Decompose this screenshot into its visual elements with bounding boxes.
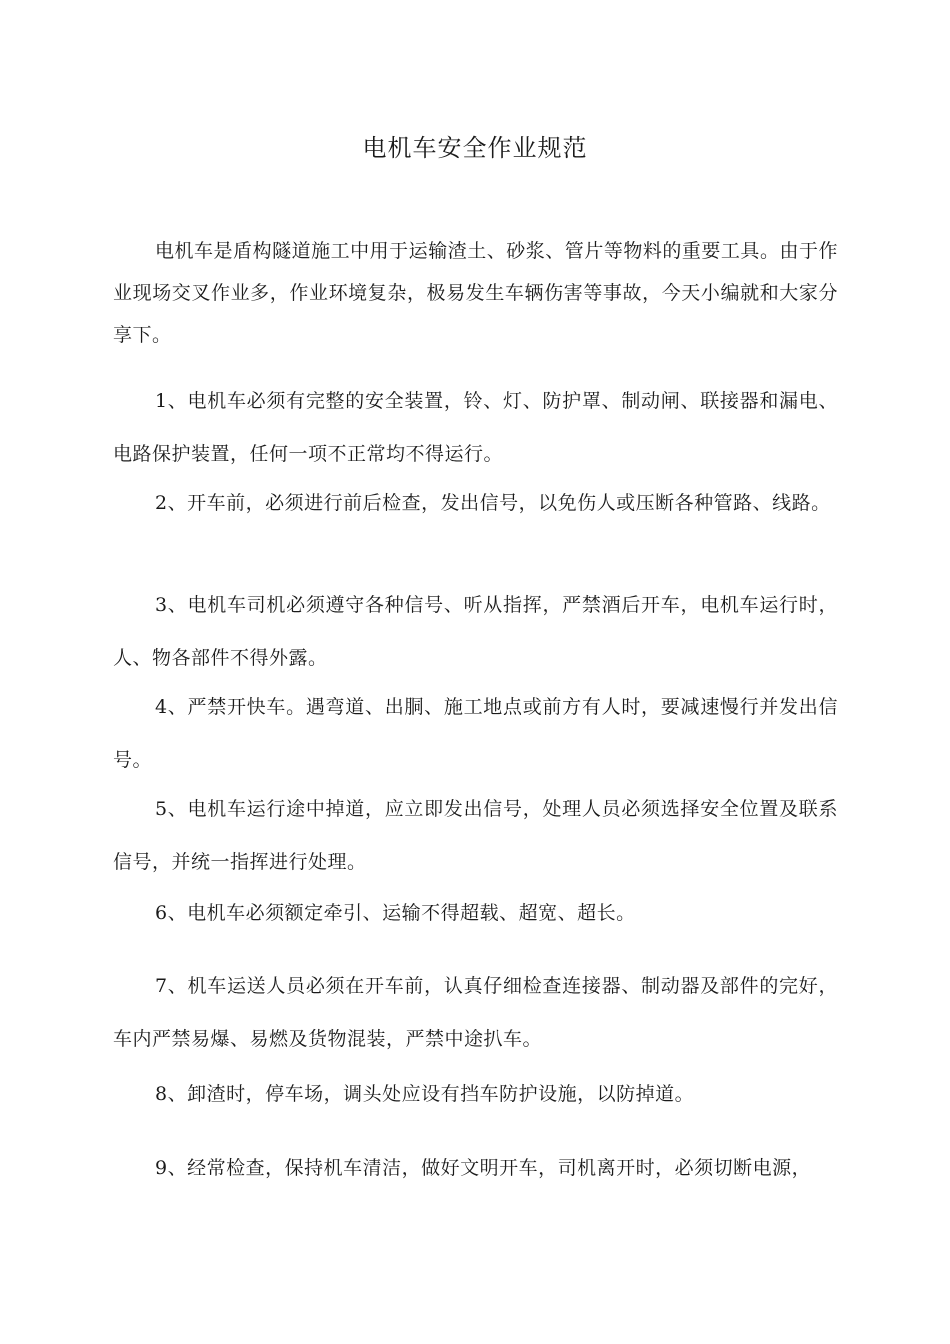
rule-item-7: 7、机车运送人员必须在开车前，认真仔细检查连接器、制动器及部件的完好，车内严禁易爆、易燃及货物混装，严禁中途扒车。 (113, 975, 838, 1050)
rule-item-5: 5、电机车运行途中掉道，应立即发出信号，处理人员必须选择安全位置及联系信号，并统一指挥进行处理。 (113, 798, 838, 873)
rule-item-9: 9、经常检查，保持机车清洁，做好文明开车，司机离开时，必须切断电源， (155, 1157, 812, 1179)
rule-item-6: 6、电机车必须额定牵引、运输不得超载、超宽、超长。 (155, 902, 636, 924)
rule-item-4: 4、严禁开快车。遇弯道、出胴、施工地点或前方有人时，要减速慢行并发出信号。 (113, 696, 838, 771)
rule-item-8: 8、卸渣时，停车场，调头处应设有挡车防护设施，以防掉道。 (155, 1083, 695, 1105)
rule-item-2: 2、开车前，必须进行前后检查，发出信号，以免伤人或压断各种管路、线路。 (155, 492, 831, 514)
intro-paragraph: 电机车是盾构隧道施工中用于运输渣土、砂浆、管片等物料的重要工具。由于作业现场交叉作业多，作业环境复杂，极易发生车辆伤害等事故，今天小编就和大家分享下。 (113, 240, 838, 346)
rule-item-1: 1、电机车必须有完整的安全装置，铃、灯、防护罩、制动闸、联接器和漏电、电路保护装置，任何一项不正常均不得运行。 (113, 390, 838, 465)
document-title: 电机车安全作业规范 (362, 134, 588, 162)
rule-item-3: 3、电机车司机必须遵守各种信号、听从指挥，严禁酒后开车，电机车运行时，人、物各部件不得外露。 (113, 594, 838, 669)
